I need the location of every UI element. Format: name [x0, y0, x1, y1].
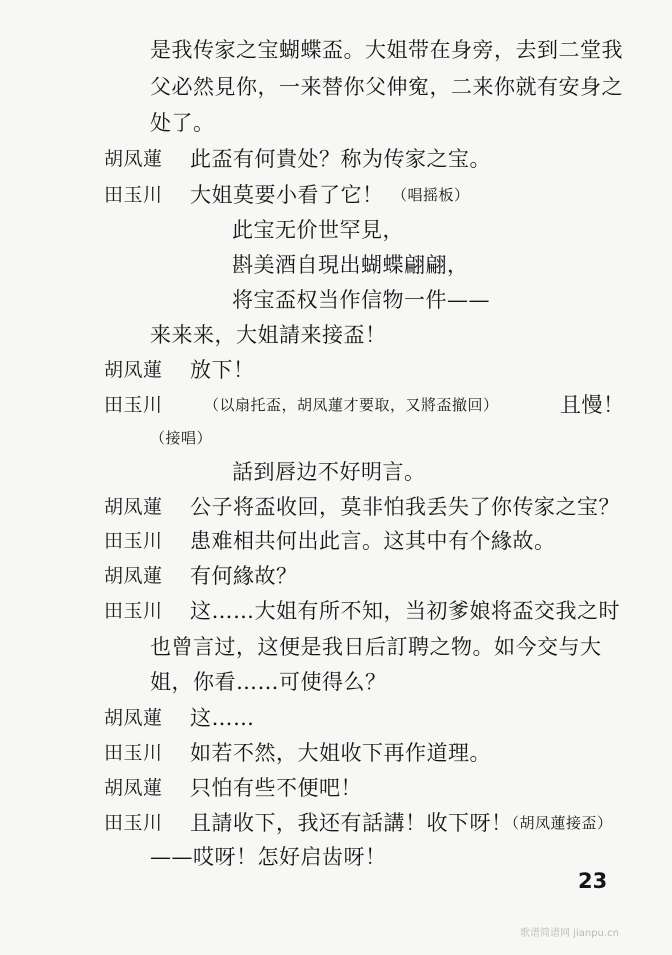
- verse-line: 将宝盃权当作信物一件——: [232, 288, 490, 312]
- page-number: 23: [578, 869, 608, 893]
- dialogue-text: 此盃有何貴处？称为传家之宝。: [190, 147, 491, 171]
- speaker-name: 田玉川: [104, 184, 163, 206]
- stage-direction: （接唱）: [150, 429, 213, 447]
- dialogue-text: 且請收下，我还有話講！收下呀！: [190, 811, 513, 835]
- dialogue-text: 这……大姐有所不知，当初爹娘将盃交我之时: [190, 599, 620, 623]
- speaker-name: 胡凤蓮: [104, 565, 163, 587]
- speaker-name: 胡凤蓮: [104, 707, 163, 729]
- continuation-line: 也曾言过，这便是我日后訂聘之物。如今交与大: [150, 635, 602, 659]
- verse-line: 斟美酒自現出蝴蝶翩翩，: [232, 253, 469, 277]
- speaker-name: 胡凤蓮: [104, 496, 163, 518]
- speaker-name: 田玉川: [104, 530, 163, 552]
- dialogue-text: 公子将盃收回，莫非怕我丢失了你传家之宝？: [190, 495, 620, 519]
- body-line: 是我传家之宝蝴蝶盃。大姐带在身旁，去到二堂我: [150, 38, 623, 62]
- dialogue-text: 且慢！: [560, 393, 625, 417]
- verse-line: 話到唇边不好明言。: [232, 460, 426, 484]
- dialogue-text: 患难相共何出此言。这其中有个緣故。: [190, 529, 556, 553]
- body-line: 父必然見你，一来替你父伸寃，二来你就有安身之: [150, 75, 623, 99]
- speaker-name: 田玉川: [104, 742, 163, 764]
- speaker-name: 胡凤蓮: [104, 148, 163, 170]
- stage-direction: （胡凤蓮接盃）: [504, 814, 613, 832]
- speaker-name: 田玉川: [104, 812, 163, 834]
- continuation-line: 姐，你看……可使得么？: [150, 670, 387, 694]
- verse-line: 此宝无价世罕見，: [232, 218, 404, 242]
- stage-direction: （唱摇板）: [392, 186, 470, 204]
- dialogue-text: 大姐莫要小看了它！: [190, 183, 384, 207]
- speaker-name: 胡凤蓮: [104, 359, 163, 381]
- dialogue-text: 这……: [190, 706, 255, 730]
- dialogue-text: 如若不然，大姐收下再作道理。: [190, 741, 491, 765]
- continuation-line: ——哎呀！怎好启齿呀！: [150, 845, 387, 869]
- dialogue-text: 放下！: [190, 358, 255, 382]
- speaker-name: 胡凤蓮: [104, 777, 163, 799]
- watermark: 歌谱简谱网 jianpu.cn: [520, 928, 619, 939]
- body-line: 处了。: [150, 111, 215, 135]
- speaker-name: 田玉川: [104, 600, 163, 622]
- continuation-line: 来来来，大姐請来接盃！: [150, 323, 387, 347]
- dialogue-text: 有何緣故？: [190, 564, 298, 588]
- stage-direction: （以扇托盃，胡凤蓮才要取，又將盃撤回）: [204, 396, 499, 414]
- dialogue-text: 只怕有些不便吧！: [190, 776, 362, 800]
- speaker-name: 田玉川: [104, 394, 163, 416]
